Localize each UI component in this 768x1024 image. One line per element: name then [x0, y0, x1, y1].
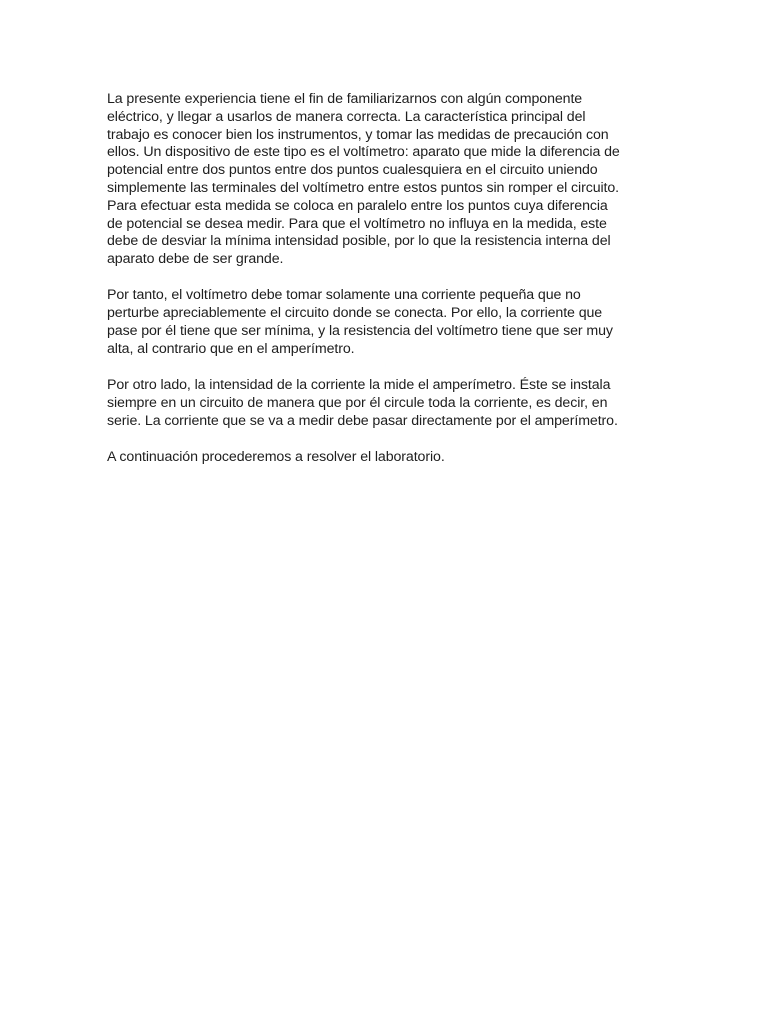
paragraph-line: de potencial se desea medir. Para que el voltímetro no influya en la medida, este [107, 215, 607, 232]
paragraph-line: Para efectuar esta medida se coloca en paralelo entre los puntos cuya diferencia [107, 197, 608, 214]
paragraph-line: Por otro lado, la intensidad de la corriente la mide el amperímetro. Éste se instala [107, 377, 611, 394]
document-body [107, 91, 667, 467]
paragraph-line: perturbe apreciablemente el circuito donde se conecta. Por ello, la corriente que [107, 305, 603, 322]
paragraph-line: eléctrico, y llegar a usarlos de manera correcta. La característica principal del [107, 108, 586, 125]
paragraph-spacer [107, 431, 667, 450]
paragraph-line: siempre en un circuito de manera que por él circule toda la corriente, es decir, en [107, 394, 608, 411]
paragraph-4 [107, 449, 667, 467]
paragraph-line: potencial entre dos puntos entre dos puntos cualesquiera en el circuito uniendo [107, 162, 598, 179]
paragraph-line: A continuación procederemos a resolver el laboratorio. [107, 449, 445, 466]
paragraph-1 [107, 91, 667, 269]
paragraph-2 [107, 287, 667, 358]
paragraph-line: aparato debe de ser grande. [107, 251, 284, 268]
paragraph-line: pase por él tiene que ser mínima, y la resistencia del voltímetro tiene que ser muy [107, 323, 613, 340]
paragraph-spacer [107, 269, 667, 288]
paragraph-line: Por tanto, el voltímetro debe tomar solamente una corriente pequeña que no [107, 287, 581, 304]
paragraph-line: serie. La corriente que se va a medir debe pasar directamente por el amperímetro. [107, 412, 618, 429]
paragraph-3 [107, 377, 667, 430]
paragraph-line: alta, al contrario que en el amperímetro. [107, 340, 355, 357]
paragraph-line: trabajo es conocer bien los instrumentos, y tomar las medidas de precaución con [107, 126, 609, 143]
paragraph-spacer [107, 359, 667, 378]
paragraph-line: simplemente las terminales del voltímetro entre estos puntos sin romper el circuito. [107, 179, 620, 196]
paragraph-line: La presente experiencia tiene el fin de familiarizarnos con algún componente [107, 91, 583, 107]
paragraph-line: ellos. Un dispositivo de este tipo es el voltímetro: aparato que mide la diferencia de [107, 144, 620, 161]
paragraph-line: debe de desviar la mínima intensidad posible, por lo que la resistencia interna del [107, 233, 611, 250]
